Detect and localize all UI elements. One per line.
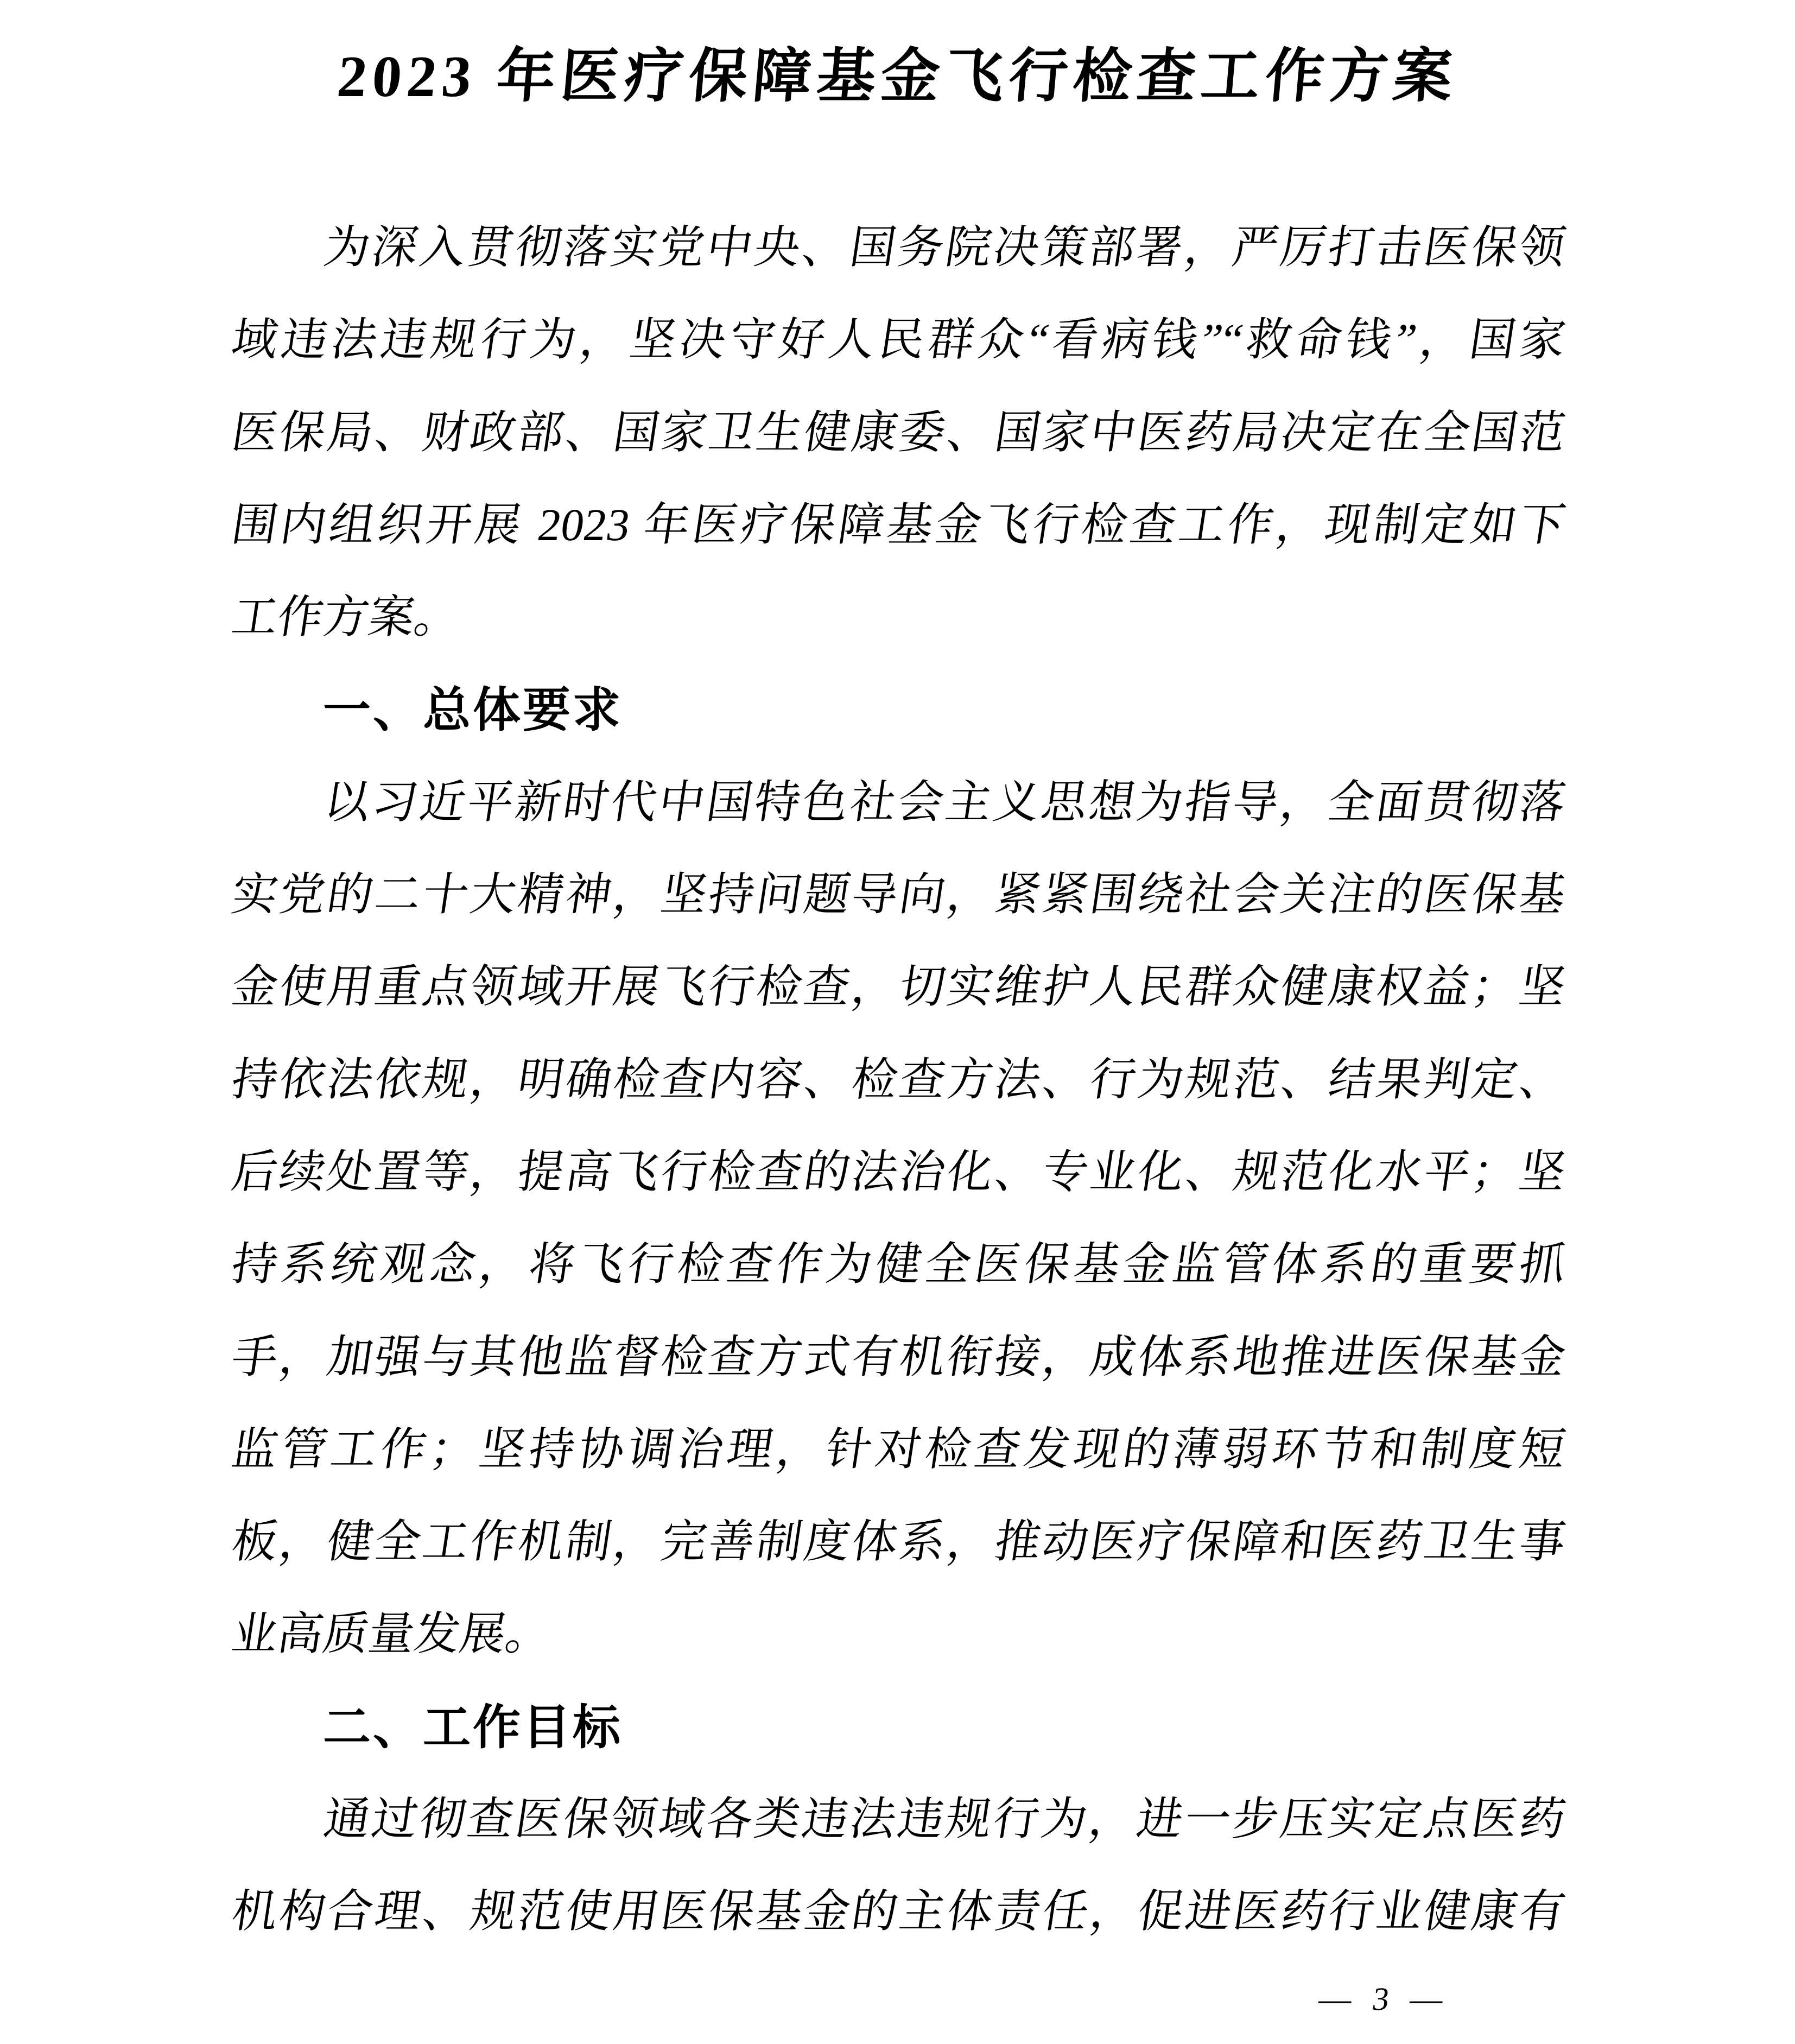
text-line: 业高质量发展。 (228, 1609, 555, 1660)
document-title (0, 39, 1795, 115)
text-line: 为深入贯彻落实党中央、国务院决策部署，严厉打击医保领 (320, 223, 1569, 273)
text-line: 持系统观念，将飞行检查作为健全医保基金监管体系的重要抓 (228, 1239, 1569, 1290)
document-body (228, 202, 1569, 1959)
text-line: 医保局、财政部、国家卫生健康委、国家中医药局决定在全国范 (228, 407, 1569, 458)
page-number: — 3 — (1316, 1981, 1452, 2017)
text-line: 持依法依规，明确检查内容、检查方法、行为规范、结果判定、 (228, 1054, 1569, 1105)
text-line: 板，健全工作机制，完善制度体系，推动医疗保障和医药卫生事 (228, 1517, 1569, 1568)
text-line: 通过彻查医保领域各类违法违规行为，进一步压实定点医药 (320, 1794, 1569, 1845)
text-line: 手，加强与其他监督检查方式有机衔接，成体系地推进医保基金 (228, 1332, 1569, 1383)
document-title-text: 2023 年医疗保障基金飞行检查工作方案 (334, 45, 1461, 110)
text-line: 工作方案。 (228, 592, 464, 643)
section-heading: 二、工作目标 (323, 1700, 623, 1754)
text-line: 机构合理、规范使用医保基金的主体责任，促进医药行业健康有 (228, 1887, 1569, 1938)
text-line: 金使用重点领域开展飞行检查，切实维护人民群众健康权益；坚 (228, 962, 1569, 1013)
text-line: 实党的二十大精神，坚持问题导向，紧紧围绕社会关注的医保基 (228, 870, 1569, 921)
section-heading: 一、总体要求 (323, 683, 623, 737)
text-line: 以习近平新时代中国特色社会主义思想为指导，全面贯彻落 (320, 777, 1569, 828)
text-line: 域违法违规行为，坚决守好人民群众“看病钱”“救命钱”，国家 (228, 315, 1569, 366)
text-line: 围内组织开展 2023 年医疗保障基金飞行检查工作，现制定如下 (228, 499, 1569, 550)
text-line: 监管工作；坚持协调治理，针对检查发现的薄弱环节和制度短 (228, 1424, 1569, 1475)
text-line: 后续处置等，提高飞行检查的法治化、专业化、规范化水平；坚 (228, 1147, 1569, 1198)
